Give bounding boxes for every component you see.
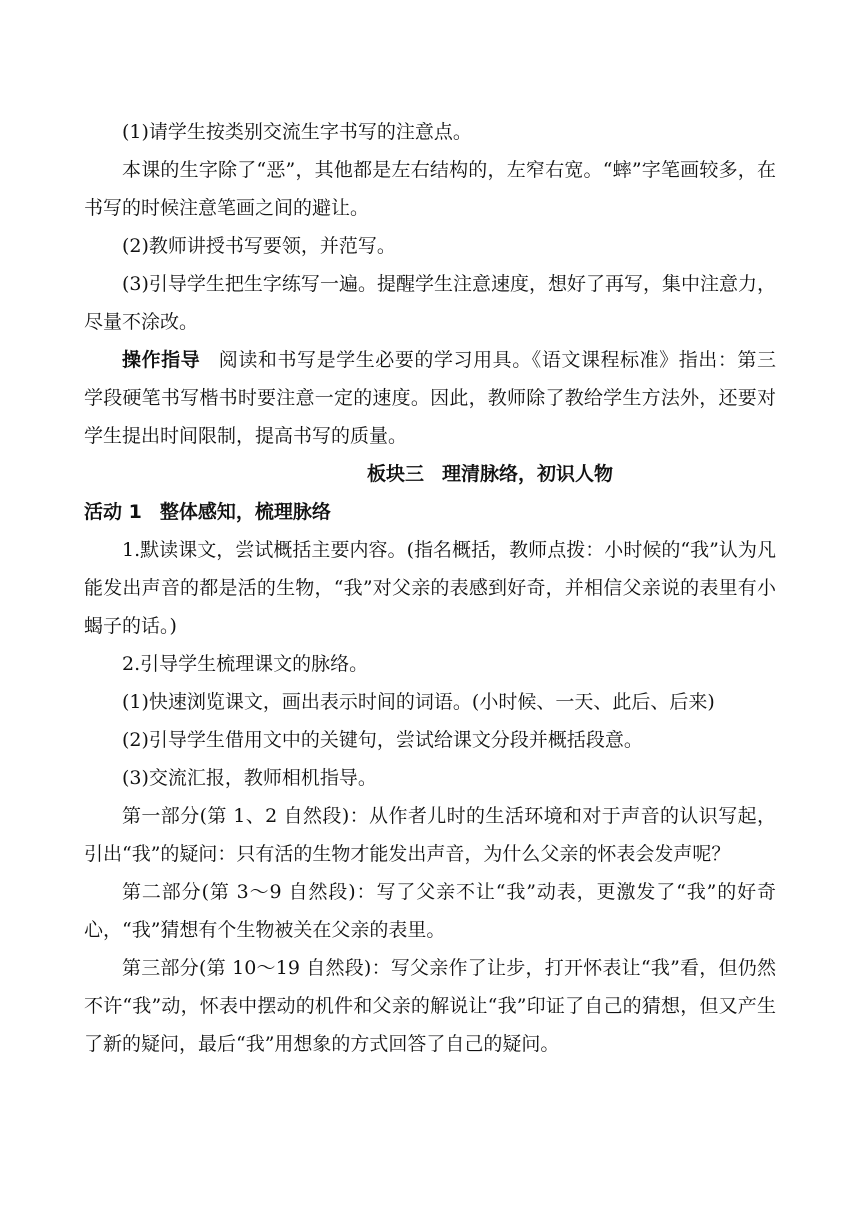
character-note: 本课的生字除了“恶”，其他都是左右结构的，左窄右宽。“蟀”字笔画较多，在书写的时候注意笔画之间的避让。 <box>84 159 776 219</box>
sub-item-3: (3)交流汇报，教师相机指导。 <box>122 767 377 789</box>
step-2: (2)教师讲授书写要领，并范写。 <box>122 235 396 257</box>
part-1: 第一部分(第 1、2 自然段)：从作者儿时的生活环境和对于声音的认识写起，引出“我”的疑问：只有活的生物才能发出声音，为什么父亲的怀表会发声呢？ <box>84 805 776 865</box>
section-label: 板块三 <box>366 463 424 485</box>
guidance-text: 阅读和书写是学生必要的学习用具。《语文课程标准》指出：第三学段硬笔书写楷书时要注意一定的速度。因此，教师除了教给学生方法外，还要对学生提出时间限制，提高书写的质量。 <box>84 349 776 447</box>
part-3: 第三部分(第 10～19 自然段)：写父亲作了让步，打开怀表让“我”看，但仍然不许“我”动，怀表中摆动的机件和父亲的解说让“我”印证了自己的猜想，但又产生了新的疑问，最后“我”用想象的方式回答了自己的疑问。 <box>84 957 776 1055</box>
item-1: 1.默读课文，尝试概括主要内容。(指名概括，教师点拨：小时候的“我”认为凡能发出声音的都是活的生物，“我”对父亲的表感到好奇，并相信父亲说的表里有小蝎子的话。) <box>84 539 776 637</box>
guidance-paragraph <box>84 341 776 455</box>
item-2: 2.引导学生梳理课文的脉络。 <box>122 653 369 675</box>
sub-item-2: (2)引导学生借用文中的关键句，尝试给课文分段并概括段意。 <box>122 729 643 751</box>
activity-heading <box>84 493 776 531</box>
section-heading <box>84 455 776 493</box>
activity-label: 活动 1 <box>84 501 142 523</box>
document-page <box>84 113 776 1063</box>
part-2: 第二部分(第 3～9 自然段)：写了父亲不让“我”动表，更激发了“我”的好奇心，“我”猜想有个生物被关在父亲的表里。 <box>84 881 776 941</box>
step-1: (1)请学生按类别交流生字书写的注意点。 <box>122 121 472 143</box>
guidance-label: 操作指导 <box>122 349 201 371</box>
sub-item-1: (1)快速浏览课文，画出表示时间的词语。(小时候、一天、此后、后来) <box>122 691 715 713</box>
section-title: 理清脉络，初识人物 <box>442 463 614 485</box>
step-3: (3)引导学生把生字练写一遍。提醒学生注意速度，想好了再写，集中注意力，尽量不涂改。 <box>84 273 776 333</box>
activity-title: 整体感知，梳理脉络 <box>159 501 331 523</box>
